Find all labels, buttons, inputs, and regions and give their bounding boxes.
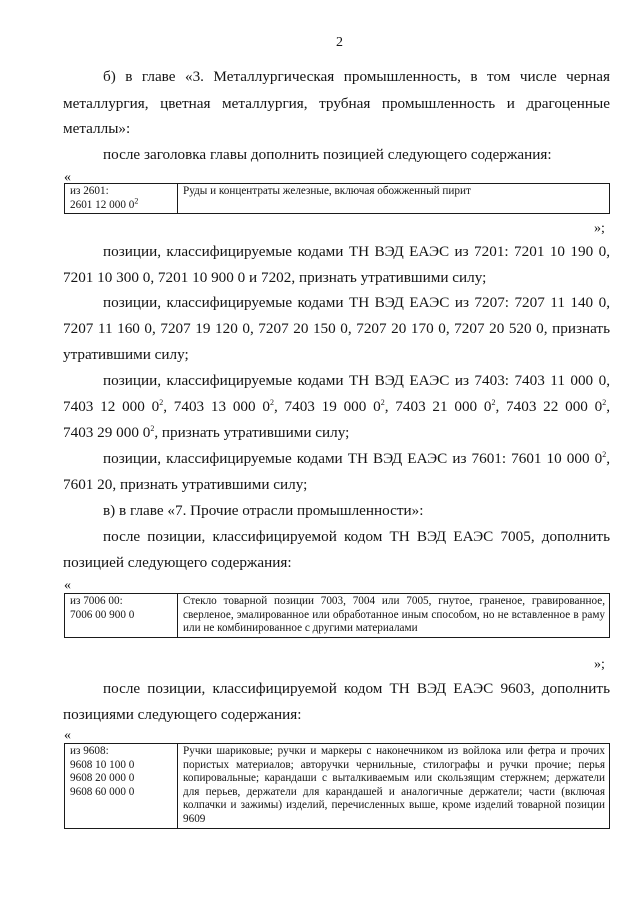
p7207-line-2: 7207 11 160 0, 7207 19 120 0, 7207 20 150 0, 7207 20 170 0, 7207 20 520 0, признать: [63, 320, 610, 337]
table-row: [65, 184, 610, 214]
para-b-line-2: металлургия, цветная металлургия, трубная промышленность и драгоценные: [63, 95, 610, 112]
code-line: из 9608:: [70, 745, 109, 757]
open-quote-2: «: [64, 578, 71, 593]
table-row: [65, 744, 610, 829]
code-line: 2601 12 000 $0^2$: [70, 195, 139, 211]
p7601-line-1: позиции, классифицируемые кодами ТН ВЭД ЕАЭС из 7601: 7601 10 000 $0^2$,: [103, 449, 610, 467]
code-line: 9608 20 000 0: [70, 772, 135, 785]
code-line: 9608 60 000 0: [70, 785, 135, 798]
p7201-line-1: позиции, классифицируемые кодами ТН ВЭД ЕАЭС из 7201: 7201 10 190 0,: [103, 243, 610, 260]
code-cell: [65, 594, 178, 638]
p7207-line-1: позиции, классифицируемые кодами ТН ВЭД ЕАЭС из 7207: 7207 11 140 0,: [103, 294, 610, 311]
p7403-line-3: 7403 29 000 $0^2$, признать утратившими силу;: [63, 423, 350, 441]
p9603-line-1: после позиции, классифицируемой кодом ТН ВЭД ЕАЭС 9603, дополнить: [103, 680, 610, 697]
p7601-line-2: 7601 20, признать утратившими силу;: [63, 476, 308, 493]
close-quote-2: »;: [594, 657, 605, 672]
p7005-line-2: позицией следующего содержания:: [63, 554, 292, 571]
p7005-line-1: после позиции, классифицируемой кодом ТН ВЭД ЕАЭС 7005, дополнить: [103, 528, 610, 545]
para-b-line-1: б) в главе «3. Металлургическая промышленность, в том числе черная: [103, 68, 610, 85]
description-cell: Ручки шариковые; ручки и маркеры с наконечником из войлока или фетра и прочих пористых материалов; авторучки чернильные, стилографы и ручки прочие; перья копировальные; карандаши с выталкиваемым или скользящим стержнем; держатели для перьев, держатели для карандашей и аналогичные держатели; части (включая колпачки и зажимы) изделий, перечисленных выше, кроме изделий товарной позиции 9609: [178, 744, 610, 829]
table-2: [64, 593, 610, 638]
table-row: [65, 594, 610, 638]
para-v: в) в главе «7. Прочие отрасли промышленности»:: [103, 502, 424, 519]
open-quote-1: «: [64, 170, 71, 185]
page-number: 2: [336, 35, 343, 50]
p7403-line-1: позиции, классифицируемые кодами ТН ВЭД ЕАЭС из 7403: 7403 11 000 0,: [103, 372, 610, 389]
code-line: 7006 00 900 0: [70, 608, 135, 621]
p7207-line-3: утратившими силу;: [63, 346, 189, 363]
para-b-line-3: металлы»:: [63, 120, 131, 137]
open-quote-3: «: [64, 728, 71, 743]
code-line: 9608 10 100 0: [70, 758, 135, 771]
description-cell: Стекло товарной позиции 7003, 7004 или 7005, гнутое, граненое, гравированное, сверленое, эмалированное или обработанное иным способом, но не вставленное в раму или не комбинированное с другими материалами: [178, 594, 610, 638]
p7201-line-2: 7201 10 300 0, 7201 10 900 0 и 7202, признать утратившими силу;: [63, 269, 487, 286]
code-cell: [65, 744, 178, 829]
p7403-line-2: 7403 12 000 $0^2$, 7403 13 000 $0^2$, 7403 19 000 $0^2$, 7403 21 000 $0^2$, 7403 22 000 $0^2$,: [63, 397, 611, 415]
table-3: [64, 743, 610, 829]
para-after-heading: после заголовка главы дополнить позицией следующего содержания:: [103, 146, 552, 163]
code-line: из 7006 00:: [70, 595, 123, 607]
code-cell: [65, 184, 178, 214]
description-cell: Руды и концентраты железные, включая обожженный пирит: [178, 184, 610, 214]
table-1: [64, 183, 610, 214]
close-quote-1: »;: [594, 221, 605, 236]
p9603-line-2: позициями следующего содержания:: [63, 706, 302, 723]
code-line: из 2601:: [70, 185, 109, 197]
